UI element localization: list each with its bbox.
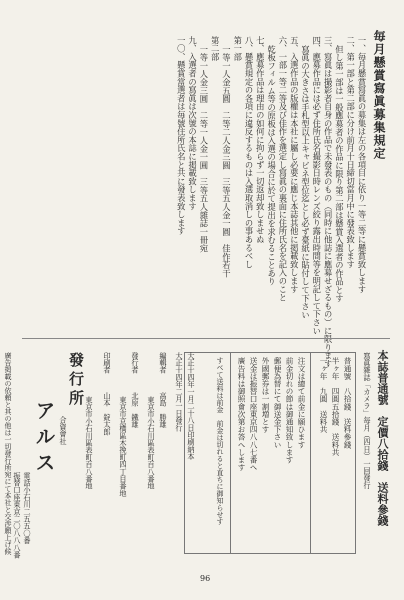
publisher-address: 東京市京橋區木挽町四丁目番地 [119, 396, 128, 497]
rules-column: 七、應募作品は理由の如何に拘らず一切返却致しませぬ [255, 36, 266, 244]
price-row-2: 半ヶ年 四圓五拾錢 送料共 [331, 357, 340, 456]
rules-column: 第二部 [210, 36, 221, 61]
office-phone: 電話小石川二五五〇番 [23, 472, 32, 544]
office-address: 東京市小石川區表町百八番地 [85, 396, 94, 490]
rules-title: 毎月懸賞寫眞募集規定 [372, 30, 386, 160]
note-4: 外國郵券は一割増とす [261, 357, 270, 433]
company-prefix: 合資會社 [59, 416, 68, 445]
subscription-sub: 寫眞雜誌「カメラ」毎月（四日）一回發行 [363, 352, 372, 489]
table-rule [230, 353, 231, 553]
section-divider [22, 338, 390, 339]
page-number: 96 [200, 574, 211, 583]
editor-label: 編輯者 [159, 352, 168, 374]
price-row-3: 一ヶ年 九圓 送料共 [319, 357, 328, 433]
rules-column: 第一部 [232, 36, 243, 61]
publisher-label: 發行者 [131, 352, 140, 374]
rules-column: 但し第一部は一般應募者の作品に限り第二部は懸賞入選者の作品とす [334, 45, 345, 303]
office-account: 振替口座東京二〇八八八番 [13, 472, 22, 559]
table-right-note: すべて送料は前金 前金は切れると直ちに御知らせす [216, 357, 224, 525]
rules-column: 一等一人金三圓 二等一人金一圓 三等五人雜誌一冊宛 [198, 45, 209, 253]
rules-column: 一等一人金五圓 二等二人金三圓 三等五人金一圓 佳作若干 [221, 45, 232, 278]
subscription-heading: 本誌普通號 定價八拾錢 送料參錢 [376, 350, 389, 526]
rules-column: 四、應募作品には必ず住所氏名撮影日時レンズ絞り露出時間等を明記して下さい [311, 36, 322, 335]
rules-column: 一〇、懸賞當選者は毎號住所氏名と共に發表致します [176, 36, 187, 236]
rules-column: 二、第一部と第二部に分け前月十日締切當月中に發表致します [345, 36, 356, 269]
note-2: 前金切れの節は御通知致します [285, 357, 294, 464]
left-note: 廣告掲載の依頼と其の他は一切發行所宛にて本社と交渉願上げ候 [4, 352, 12, 555]
editor-name: 高島 勝雄 [159, 392, 168, 428]
printer-label: 印刷者 [103, 352, 112, 374]
rules-column: 乾板フィルム等の原板は入選の場合に於て提出を求むることあり [266, 45, 277, 286]
office-heading: 發行所 [67, 352, 85, 409]
printer-name: 山本 錠太郎 [103, 392, 112, 436]
table-rule [310, 353, 311, 553]
rules-column: 八、懸賞規定の各項に違反するものは入選取消しの事あるべし [244, 36, 255, 269]
price-table [184, 352, 356, 554]
rules-column: 寫眞の大きさは手札型以上キャビネ型位迄とし必ず臺紙に貼付して下さい [300, 45, 311, 319]
note-3: 郵便為替にて御送金下さい [273, 357, 282, 449]
price-row-1: 普通號 八拾錢 送料參錢 [343, 357, 352, 449]
rules-column: 三、寫眞は撮影者自身の作品で未發表のもの（同時に他誌に應募せざるもの）に限ります [323, 36, 334, 368]
publisher-name: 北原 鐵雄 [131, 392, 140, 428]
print-date: 大正十四年一月二十八日印刷納本 [187, 352, 196, 460]
rules-column: 一、毎月懸賞寫眞の募集は左の各項目に依り一等二等に懸賞致します [357, 36, 367, 294]
rules-body [176, 36, 367, 368]
note-5: 送金は振替口座東京四八八七番へ [249, 357, 258, 471]
note-6: 廣告料は御照會次第お答へします [237, 357, 246, 471]
note-1: 注文は總て前金に願ひます [297, 357, 306, 449]
issue-date: 大正十四年二月一日發行 [175, 352, 184, 432]
company-name: アルス [32, 400, 56, 478]
rules-column: 九、入選者の寫眞は次號の本誌に掲載致します [187, 36, 198, 211]
editor-address: 東京市小石川區表町百八番地 [147, 396, 156, 490]
rules-column: 六、一部一等二等及び佳作を選定し寫眞の裏面に住所氏名を記入のこと [277, 36, 288, 302]
rules-column: 五、入選作品の版權は本社に屬し必要に應じ本誌其他に掲載致します [289, 36, 300, 294]
